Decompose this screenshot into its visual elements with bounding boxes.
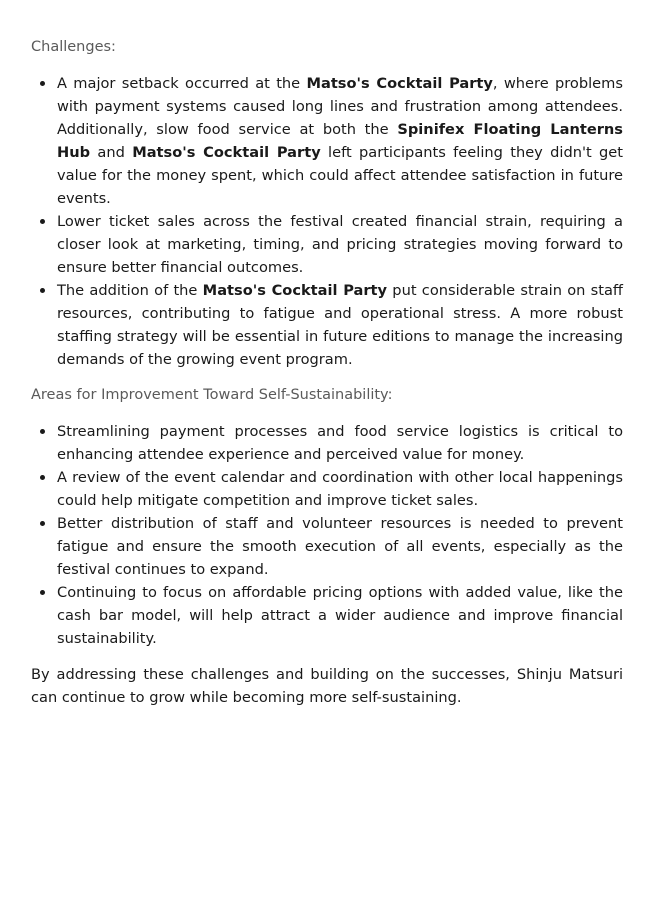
text-run: and: [90, 144, 133, 161]
text-run: A major setback occurred at the: [57, 75, 307, 92]
bold-text: Matso's Cocktail Party: [306, 75, 493, 92]
text-run: left participants feeling they didn't get value for the money spent, which could affect attendee satisfaction in future events.: [57, 144, 623, 207]
closing-paragraph: By addressing these challenges and building on the successes, Shinju Matsuri can continue to grow while becoming more self-sustaining.: [31, 666, 623, 706]
bullet-icon: [40, 429, 45, 434]
text-run: Continuing to focus on affordable pricing options with added value, like the cash bar model, will help attract a wider audience and improve financial sustainability.: [57, 584, 623, 647]
text-run: A review of the event calendar and coordination with other local happenings could help mitigate competition and improve ticket sales.: [57, 469, 623, 509]
text-run: Lower ticket sales across the festival created financial strain, requiring a closer look at marketing, timing, and pricing strategies moving forward to ensure better financial outcomes.: [57, 213, 623, 276]
bold-text: Matso's Cocktail Party: [202, 282, 388, 299]
bold-text: Matso's Cocktail Party: [132, 144, 321, 161]
bullet-icon: [40, 288, 45, 293]
text-run: put considerable strain on staff resources, contributing to fatigue and operational stress. A more robust staffing strategy will be essential in future editions to manage the increasing demands of the growing event program.: [57, 282, 623, 368]
list-item: [31, 512, 623, 581]
text-run: , where problems with payment systems caused long lines and frustration among attendees. Additionally, slow food service at both the: [57, 75, 623, 138]
list-item: [31, 581, 623, 650]
list-item: [31, 420, 623, 466]
areas-heading: Areas for Improvement Toward Self-Sustainability:: [31, 387, 393, 403]
list-item: [31, 279, 623, 371]
text-run: Better distribution of staff and volunteer resources is needed to prevent fatigue and ensure the smooth execution of all events, especially as the festival continues to expand.: [57, 515, 623, 578]
bold-text: Spinifex Floating Lanterns Hub: [57, 121, 623, 161]
bullet-icon: [40, 475, 45, 480]
challenges-list: [31, 72, 623, 371]
bullet-icon: [40, 521, 45, 526]
challenges-heading: Challenges:: [31, 39, 116, 55]
list-item: [31, 466, 623, 512]
areas-list: [31, 420, 623, 650]
bullet-icon: [40, 590, 45, 595]
list-item: [31, 210, 623, 279]
text-run: Streamlining payment processes and food service logistics is critical to enhancing attendee experience and perceived value for money.: [57, 423, 623, 463]
list-item: [31, 72, 623, 210]
text-run: The addition of the: [57, 282, 203, 299]
bullet-icon: [40, 81, 45, 86]
bullet-icon: [40, 219, 45, 224]
